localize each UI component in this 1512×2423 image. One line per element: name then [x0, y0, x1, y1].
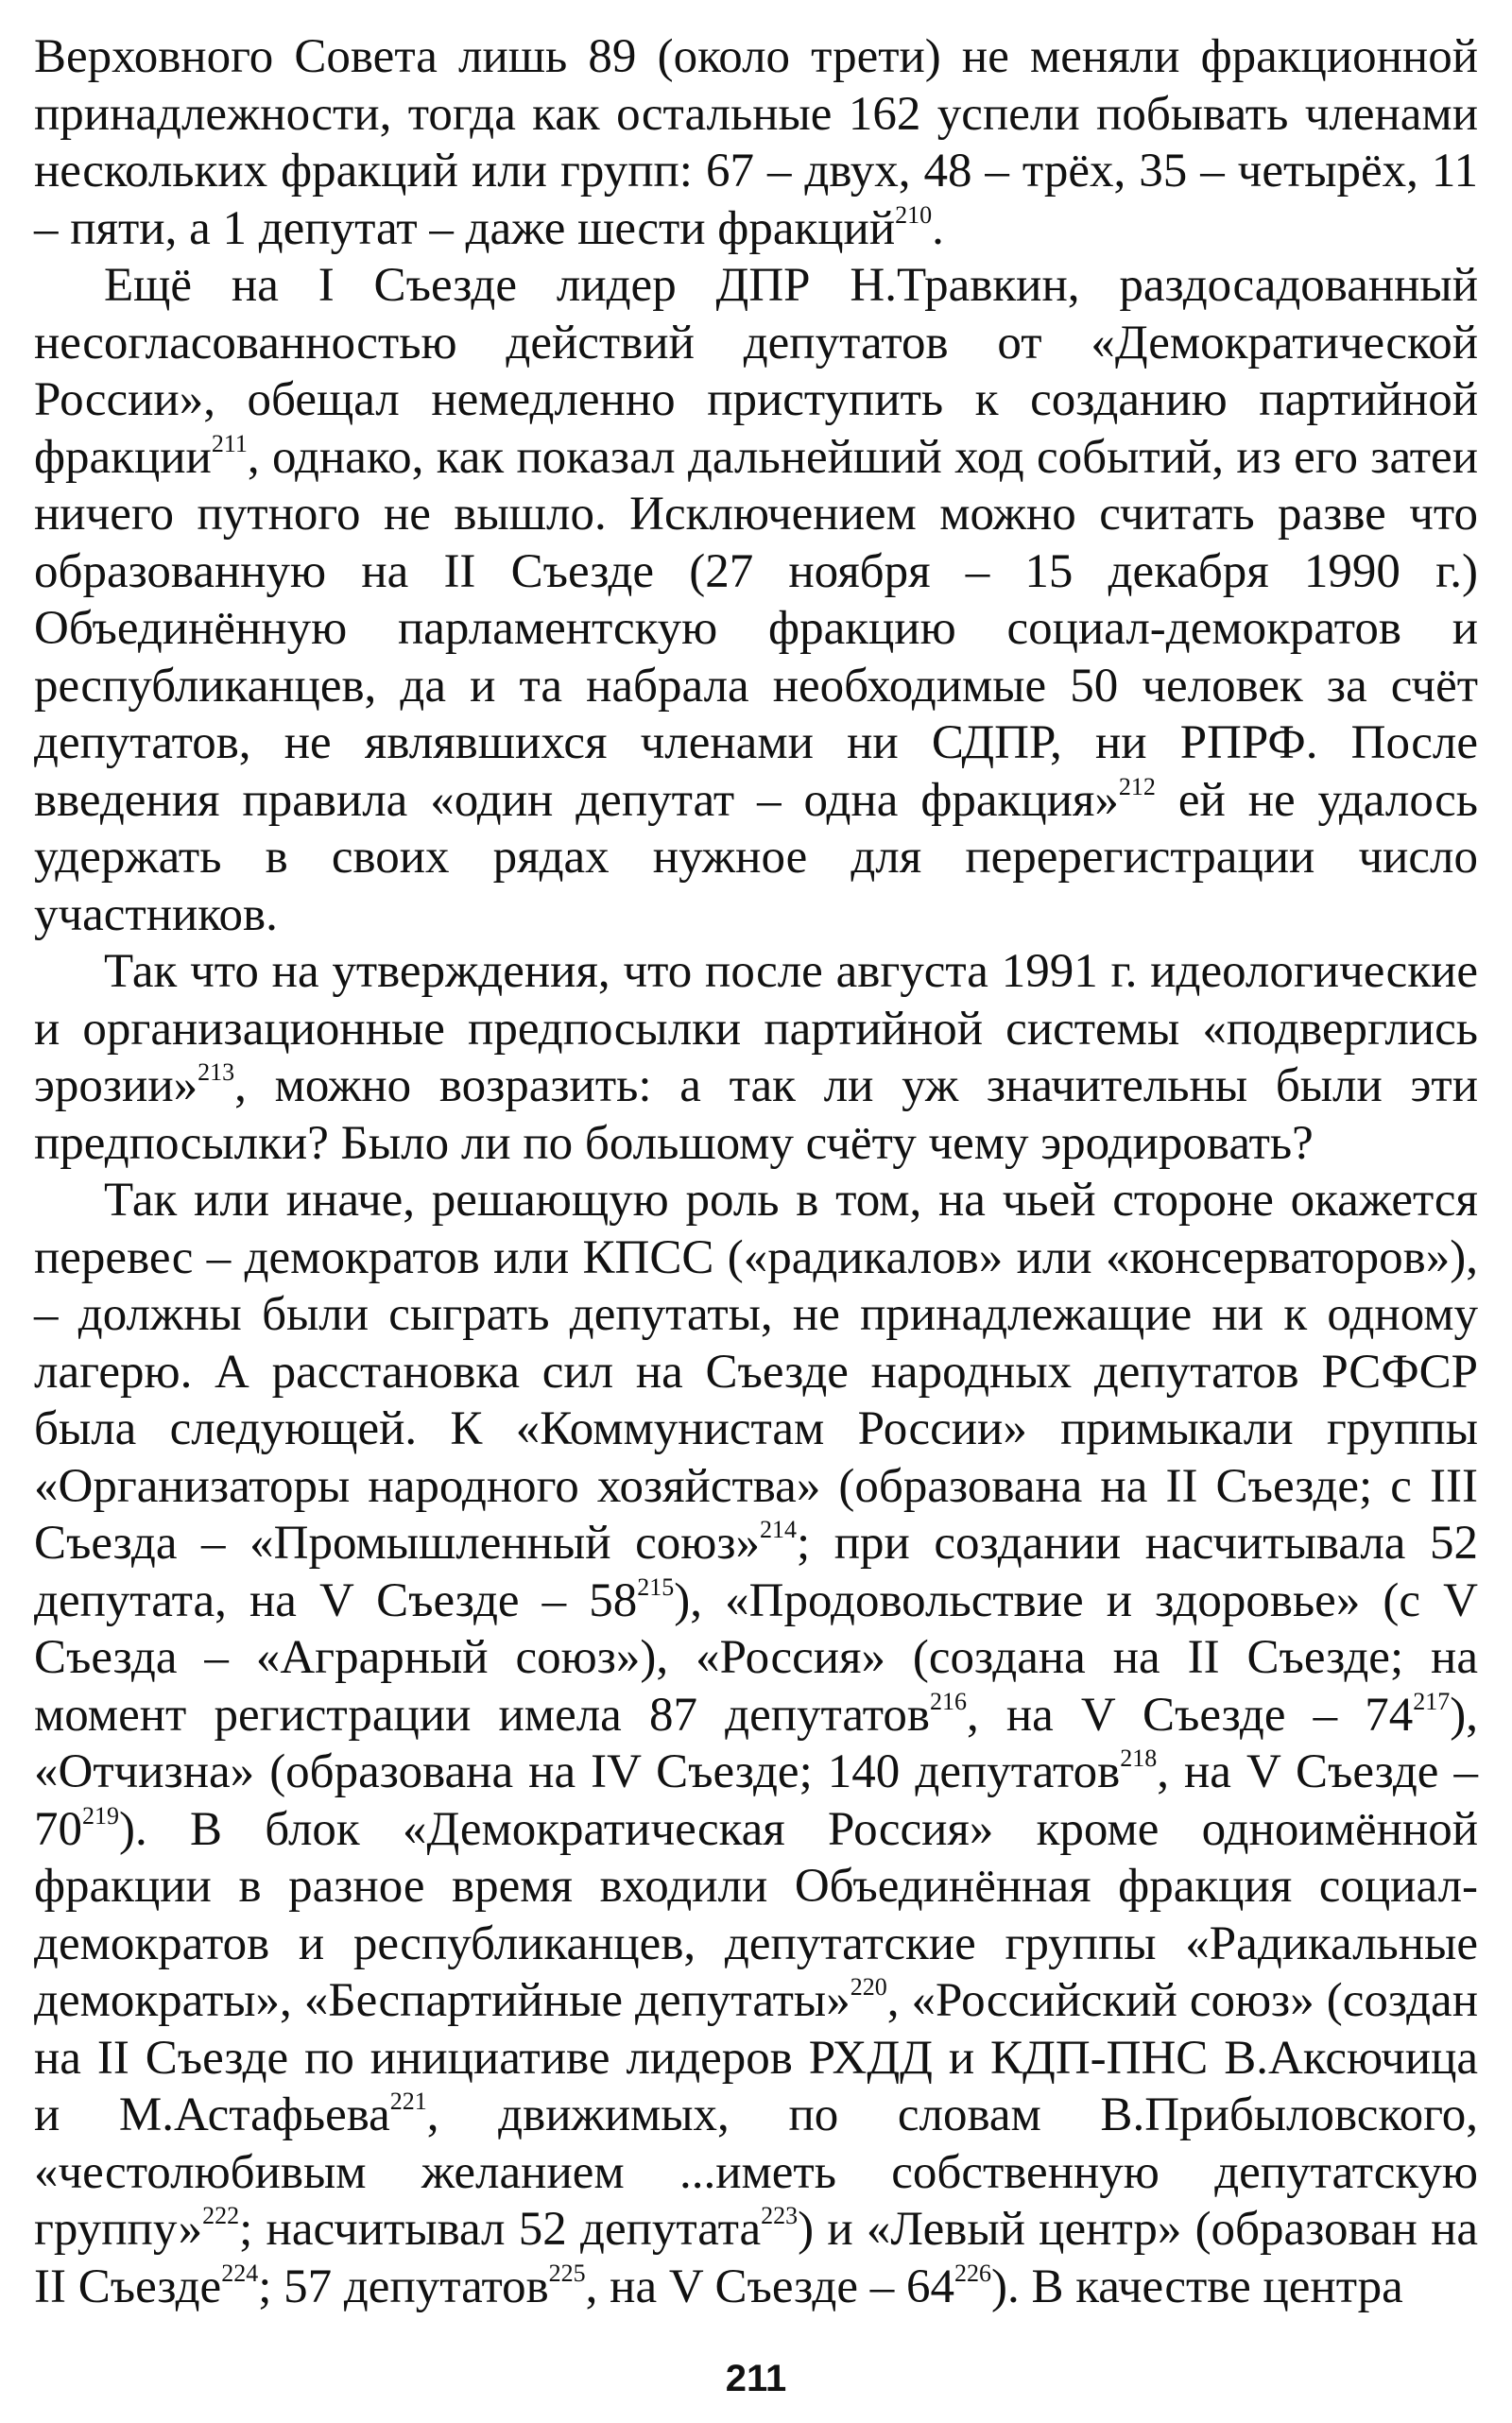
text-run: Так что на утверждения, что после августа 1991 г. идеологические и организационные предпосылки партийной системы «подверглись эрозии» — [34, 945, 1478, 1112]
footnote-ref: 214 — [759, 1516, 797, 1543]
text-run: , на V Съезде – 74 — [966, 1688, 1414, 1742]
footnote-ref: 225 — [548, 2259, 586, 2287]
footnote-ref: 226 — [954, 2259, 991, 2287]
footnote-ref: 212 — [1118, 772, 1156, 800]
text-run: , «Российский союз» (создан на II Съезде по инициативе лидеров РХДД и КДП-ПНС В.Аксючица и М.Астафьева — [34, 1974, 1478, 2141]
paragraph — [34, 943, 1478, 1172]
footnote-ref: 217 — [1413, 1687, 1451, 1715]
text-run: ; насчитывал 52 депутата — [239, 2203, 762, 2256]
footnote-ref: 220 — [850, 1973, 887, 2001]
text-run: ; при создании насчитывала 52 депутата, на V Съезде – 58 — [34, 1517, 1478, 1627]
text-run: ). В качестве центра — [990, 2260, 1403, 2313]
footnote-ref: 222 — [202, 2202, 240, 2229]
text-run: , движимых, по словам В.Прибыловского, «честолюбивым желанием ...иметь собственную депутатскую группу» — [34, 2088, 1478, 2256]
footnote-ref: 218 — [1120, 1744, 1158, 1772]
footnote-ref: 210 — [895, 200, 933, 229]
text-run: Ещё на I Съезде лидер ДПР Н.Травкин, раздосадованный несогласованностью действий депутатов от «Демократической России», обещал немедленно приступить к созданию партийной фракции — [34, 259, 1478, 484]
page-number: 211 — [725, 2358, 787, 2399]
footnote-ref: 216 — [929, 1687, 967, 1715]
text-run: ), «Отчизна» (образована на IV Съезде; 140 депутатов — [34, 1688, 1479, 1798]
paragraph — [34, 28, 1478, 257]
text-run: , на V Съезде – 64 — [585, 2260, 954, 2313]
text-run: ), «Продовольствие и здоровье» (с V Съезда – «Аграрный союз»), «Россия» (создана на II Съезде; на момент регистрации имела 87 депутатов — [34, 1573, 1478, 1742]
text-run: , однако, как показал дальнейший ход событий, из его затеи ничего путного не вышло. Исключением можно считать разве что образованную на II Съезде (27 ноября – 15 декабря 1990 г.) Объединённую парламентскую фракцию социал-демократов и республиканцев, да и та набрала необходимые 50 человек за счёт депутатов, не являвшихся членами ни СДПР, ни РПРФ. После введения правила «один депутат – одна фракция» — [34, 430, 1478, 827]
text-run: ) и «Левый центр» (образован на II Съезде — [34, 2203, 1478, 2313]
page-body — [34, 28, 1478, 2315]
footnote-ref: 213 — [198, 1058, 235, 1086]
text-run: , на V Съезде – 70 — [34, 1745, 1479, 1856]
text-run: . — [932, 201, 944, 255]
paragraph — [34, 257, 1478, 943]
text-run: ; 57 депутатов — [258, 2260, 549, 2313]
paragraph — [34, 1172, 1478, 2315]
footnote-ref: 221 — [389, 2088, 427, 2115]
text-run: Верховного Совета лишь 89 (около трети) не меняли фракционной принадлежности, тогда как остальные 162 успели побывать членами нескольких фракций или групп: 67 – двух, 48 – трёх, 35 – четырёх, 11 – пяти, а 1 депутат – даже шести фракций — [34, 30, 1478, 255]
footnote-ref: 223 — [761, 2202, 799, 2229]
text-run: ). В блок «Демократическая Россия» кроме одноимённой фракции в разное время входили Объединённая фракция социал-демократов и республиканцев, депутатские группы «Радикальные демократы», «Беспартийные депутаты» — [34, 1802, 1478, 2027]
footnote-ref: 215 — [637, 1572, 675, 1601]
text-run: ей не удалось удержать в своих рядах нужное для перерегистрации число участников. — [34, 773, 1478, 941]
text-run: Так или иначе, решающую роль в том, на чьей стороне окажется перевес – демократов или КПСС («радикалов» или «консерваторов»), – должны были сыграть депутаты, не принадлежащие ни к одному лагерю. А расстановка сил на Съезде народных депутатов РСФСР была следующей. К «Коммунистам России» примыкали группы «Организаторы народного хозяйства» (образована на II Съезде; с III Съезда – «Промышленный союз» — [34, 1174, 1478, 1570]
footnote-ref: 211 — [211, 429, 248, 457]
text-run: , можно возразить: а так ли уж значительны были эти предпосылки? Было ли по большому счёту чему эродировать? — [34, 1059, 1478, 1170]
footnote-ref: 219 — [82, 1801, 119, 1830]
footnote-ref: 224 — [221, 2259, 259, 2287]
